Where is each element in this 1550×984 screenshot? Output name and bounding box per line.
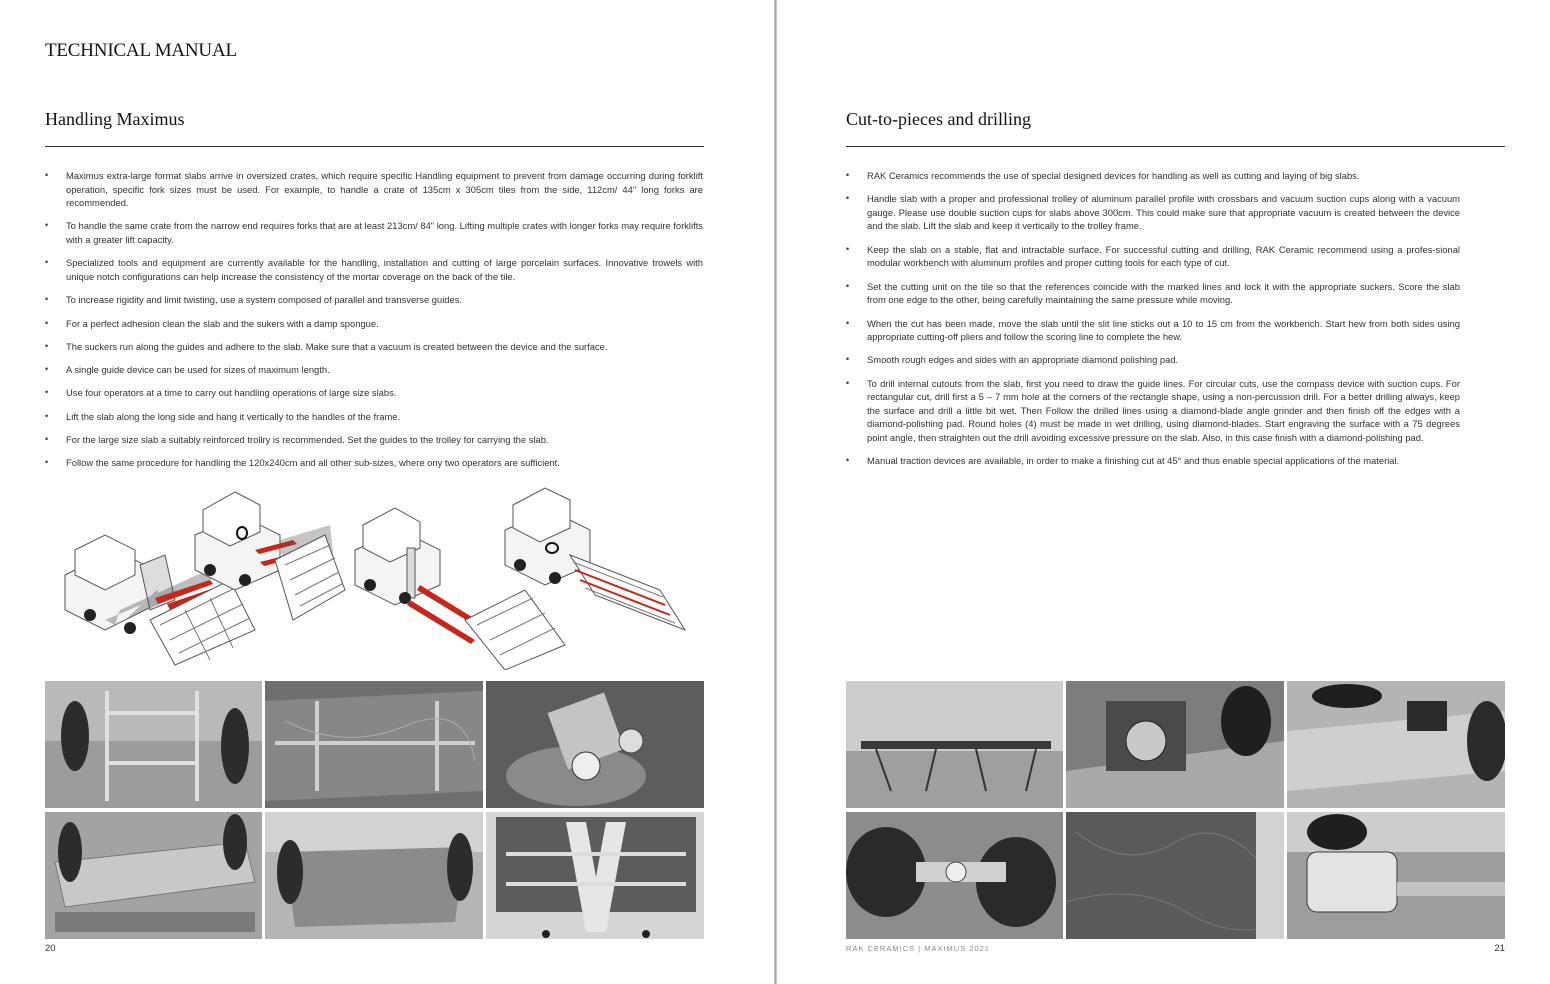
bullet-item: • To drill internal cutouts from the slab, first you need to draw the guide lines. For circular cuts, use the compass device with suction cups. For rectangular cut, drill first a 5 – 7 mm hole at the corners of the rectangle shape, using a non-percussion drill. For a better drilling always, keep the surface and drill a little bit wet. Then Follow the drilled lines using a diamond-blade angle grinder and then finish off the edges with a diamond-polishing pad. Round holes (4) must be made in wet drilling, using diamond-blades. Start engraving the surface with a 75 degrees point angle, then straighten out the drill avoiding excessive pressure on the slab. Also, in this case finish with a diamond-polishing pad. <box>846 377 1460 445</box>
bullet-item: • RAK Ceramics recommends the use of special designed devices for handling as well as cutting and laying of big slabs. <box>846 169 1460 183</box>
bullet-item: • Set the cutting unit on the tile so that the references coincide with the marked lines and lock it with the appropriate suckers. Score the slab from one edge to the other, being carefully maintaining the same pressure while moving. <box>846 280 1460 307</box>
cutting-bullet-list <box>846 169 1460 478</box>
left-page <box>0 0 774 984</box>
forklift-diagram <box>45 480 705 670</box>
bullet-item: • Specialized tools and equipment are currently available for the handling, installation and cutting of large porcelain surfaces. Innovative trowels with unique notch configurations can help increase the consistency of the mortar coverage on the back of the tile. <box>45 256 703 283</box>
photo-scoring-tool <box>1287 681 1505 808</box>
bullet-item: • To increase rigidity and limit twisting, use a system composed of parallel and transverse guides. <box>45 293 703 307</box>
bullet-item: • Smooth rough edges and sides with an appropriate diamond polishing pad. <box>846 353 1460 367</box>
photo-slab-trolley <box>486 812 704 939</box>
photo-angle-grinder <box>1287 812 1505 939</box>
photo-suction-cup-gauge <box>486 681 704 808</box>
section-title-cutting: Cut-to-pieces and drilling <box>846 109 1031 129</box>
section-title-handling: Handling Maximus <box>45 109 185 129</box>
bullet-item: • A single guide device can be used for sizes of maximum length. <box>45 363 703 377</box>
cutting-photo-grid <box>846 681 1505 939</box>
photo-cutting-unit <box>1066 681 1284 808</box>
bullet-item: • Handle slab with a proper and professional trolley of aluminum parallel profile with crossbars and vacuum suction cups along with a vacuum gauge. Please use double suction cups for slabs above 300cm. This could make sure that appropriate vacuum is created between the device and the slab. Lift the slab and keep it vertically to the trolley frame. <box>846 192 1460 233</box>
bullet-item: • Manual traction devices are available, in order to make a finishing cut at 45° and thus enable special applications of the material. <box>846 454 1460 468</box>
bullet-item: • When the cut has been made, move the slab until the slit line sticks out a 10 to 15 cm from the workbench. Start hew from both sides using appropriate cutting-off pliers and follow the scoring line to complete the hew. <box>846 317 1460 344</box>
bullet-item: • To handle the same crate from the narrow end requires forks that are at least 213cm/ 84" long. Lifting multiple crates with longer forks may require forklifts with a greater lift capacity. <box>45 219 703 246</box>
photo-vertical-slab <box>265 812 483 939</box>
photo-workbench <box>846 681 1063 808</box>
handling-bullet-list <box>45 169 703 479</box>
photo-slab-on-floor <box>265 681 483 808</box>
bullet-item: • Maximus extra-large format slabs arrive in oversized crates, which require specific Handling equipment to prevent from damage occurring during forklift operation, specific fork sizes must be used. For example, to handle a crate of 135cm x 305cm tiles from the side, 112cm/ 44" long forks are recommended. <box>45 169 703 210</box>
bullet-item: • Use four operators at a time to carry out handling operations of large size slabs. <box>45 386 703 400</box>
bullet-item: • Lift the slab along the long side and hang it vertically to the handles of the frame. <box>45 410 703 424</box>
section-divider <box>846 146 1505 147</box>
bullet-item: • Keep the slab on a stable, flat and intractable surface. For successful cutting and drilling, RAK Ceramic recommend using a profes-sional modular workbench with aluminum profiles and proper cutting tools for each type of cut. <box>846 243 1460 270</box>
bullet-item: • For the large size slab a suitably reinforced trollry is recommended. Set the guides to the trolley for carrying the slab. <box>45 433 703 447</box>
bullet-item: • The suckers run along the guides and adhere to the slab. Make sure that a vacuum is created between the device and the surface. <box>45 340 703 354</box>
bullet-item: • Follow the same procedure for handling the 120x240cm and all other sub-sizes, where ony two operators are sufficient. <box>45 456 703 470</box>
page-number-right: 21 <box>1494 943 1505 954</box>
photo-marble-slab <box>1066 812 1284 939</box>
handling-photo-grid <box>45 681 704 939</box>
photo-operators-lifting-frame <box>45 681 262 808</box>
section-divider <box>45 146 704 147</box>
footer-note: RAK CERAMICS | MAXIMUS 2021 <box>846 944 990 953</box>
right-page <box>777 0 1550 984</box>
photo-team-lifting-slab <box>45 812 262 939</box>
bullet-item: • For a perfect adhesion clean the slab and the sukers with a damp spongue. <box>45 317 703 331</box>
manual-title: TECHNICAL MANUAL <box>45 40 237 61</box>
photo-cutting-pliers <box>846 812 1063 939</box>
page-number-left: 20 <box>45 943 56 954</box>
